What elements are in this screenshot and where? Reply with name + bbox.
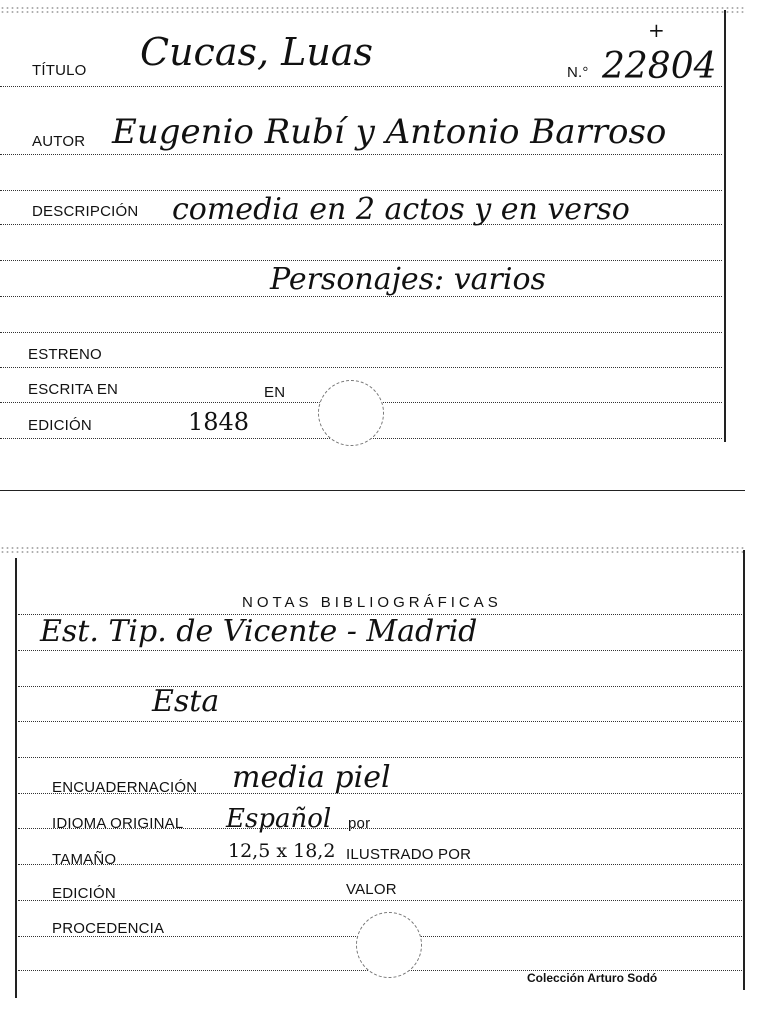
valor-label: VALOR [346, 881, 397, 898]
ruled-line [0, 260, 722, 261]
descripcion-value-line-2: Personajes: varios [270, 262, 546, 297]
edicion-label: EDICIÓN [28, 417, 92, 434]
edicion-label: EDICIÓN [52, 885, 116, 902]
ruled-line [0, 190, 722, 191]
ruled-line [18, 864, 742, 865]
numero-value: 22804 [602, 46, 717, 87]
card-top-edge [0, 546, 745, 554]
idioma-original-value: Español [226, 804, 332, 834]
ruled-line [18, 686, 742, 687]
titulo-value: Cucas, Luas [140, 30, 374, 74]
note-line-2: Esta [152, 684, 220, 719]
ruled-line [18, 721, 742, 722]
procedencia-label: PROCEDENCIA [52, 920, 165, 937]
edicion-value: 1848 [188, 408, 250, 436]
ilustrado-por-label: ILUSTRADO POR [346, 846, 472, 863]
idioma-original-label: IDIOMA ORIGINAL [52, 815, 184, 832]
catalog-card-top [0, 0, 759, 495]
numero-mark: + [648, 18, 665, 42]
escrita-en-label: ESCRITA EN [28, 381, 119, 398]
autor-value: Eugenio Rubí y Antonio Barroso [112, 112, 667, 152]
descripcion-label: DESCRIPCIÓN [32, 203, 139, 220]
ruled-line [18, 650, 742, 651]
encuadernacion-value: media piel [232, 760, 391, 795]
card-right-border [724, 10, 726, 442]
estreno-label: ESTRENO [28, 346, 102, 363]
ruled-line [18, 757, 742, 758]
tamano-label: TAMAÑO [52, 851, 117, 868]
card-bottom-border [0, 490, 745, 491]
descripcion-value: comedia en 2 actos y en verso [172, 192, 630, 227]
ruled-line [0, 154, 722, 155]
encuadernacion-label: ENCUADERNACIÓN [52, 779, 198, 796]
numero-label: N.° [567, 64, 589, 81]
note-line-1: Est. Tip. de Vicente - Madrid [40, 614, 478, 649]
en-label: EN [264, 384, 286, 401]
punch-hole [356, 912, 422, 978]
por-label: por [348, 815, 371, 832]
tamano-value: 12,5 x 18,2 [228, 840, 336, 862]
autor-label: AUTOR [32, 133, 86, 150]
ruled-line [0, 332, 722, 333]
ruled-line [18, 900, 742, 901]
ruled-line [0, 367, 722, 368]
collection-credit: Colección Arturo Sodó [527, 971, 658, 985]
card-right-border [743, 550, 745, 990]
notas-bibliograficas-title: NOTAS BIBLIOGRÁFICAS [242, 594, 502, 611]
card-top-edge [0, 6, 745, 14]
titulo-label: TÍTULO [32, 62, 87, 79]
catalog-card-bottom [0, 540, 759, 1028]
card-left-border [15, 558, 17, 998]
punch-hole [318, 380, 384, 446]
